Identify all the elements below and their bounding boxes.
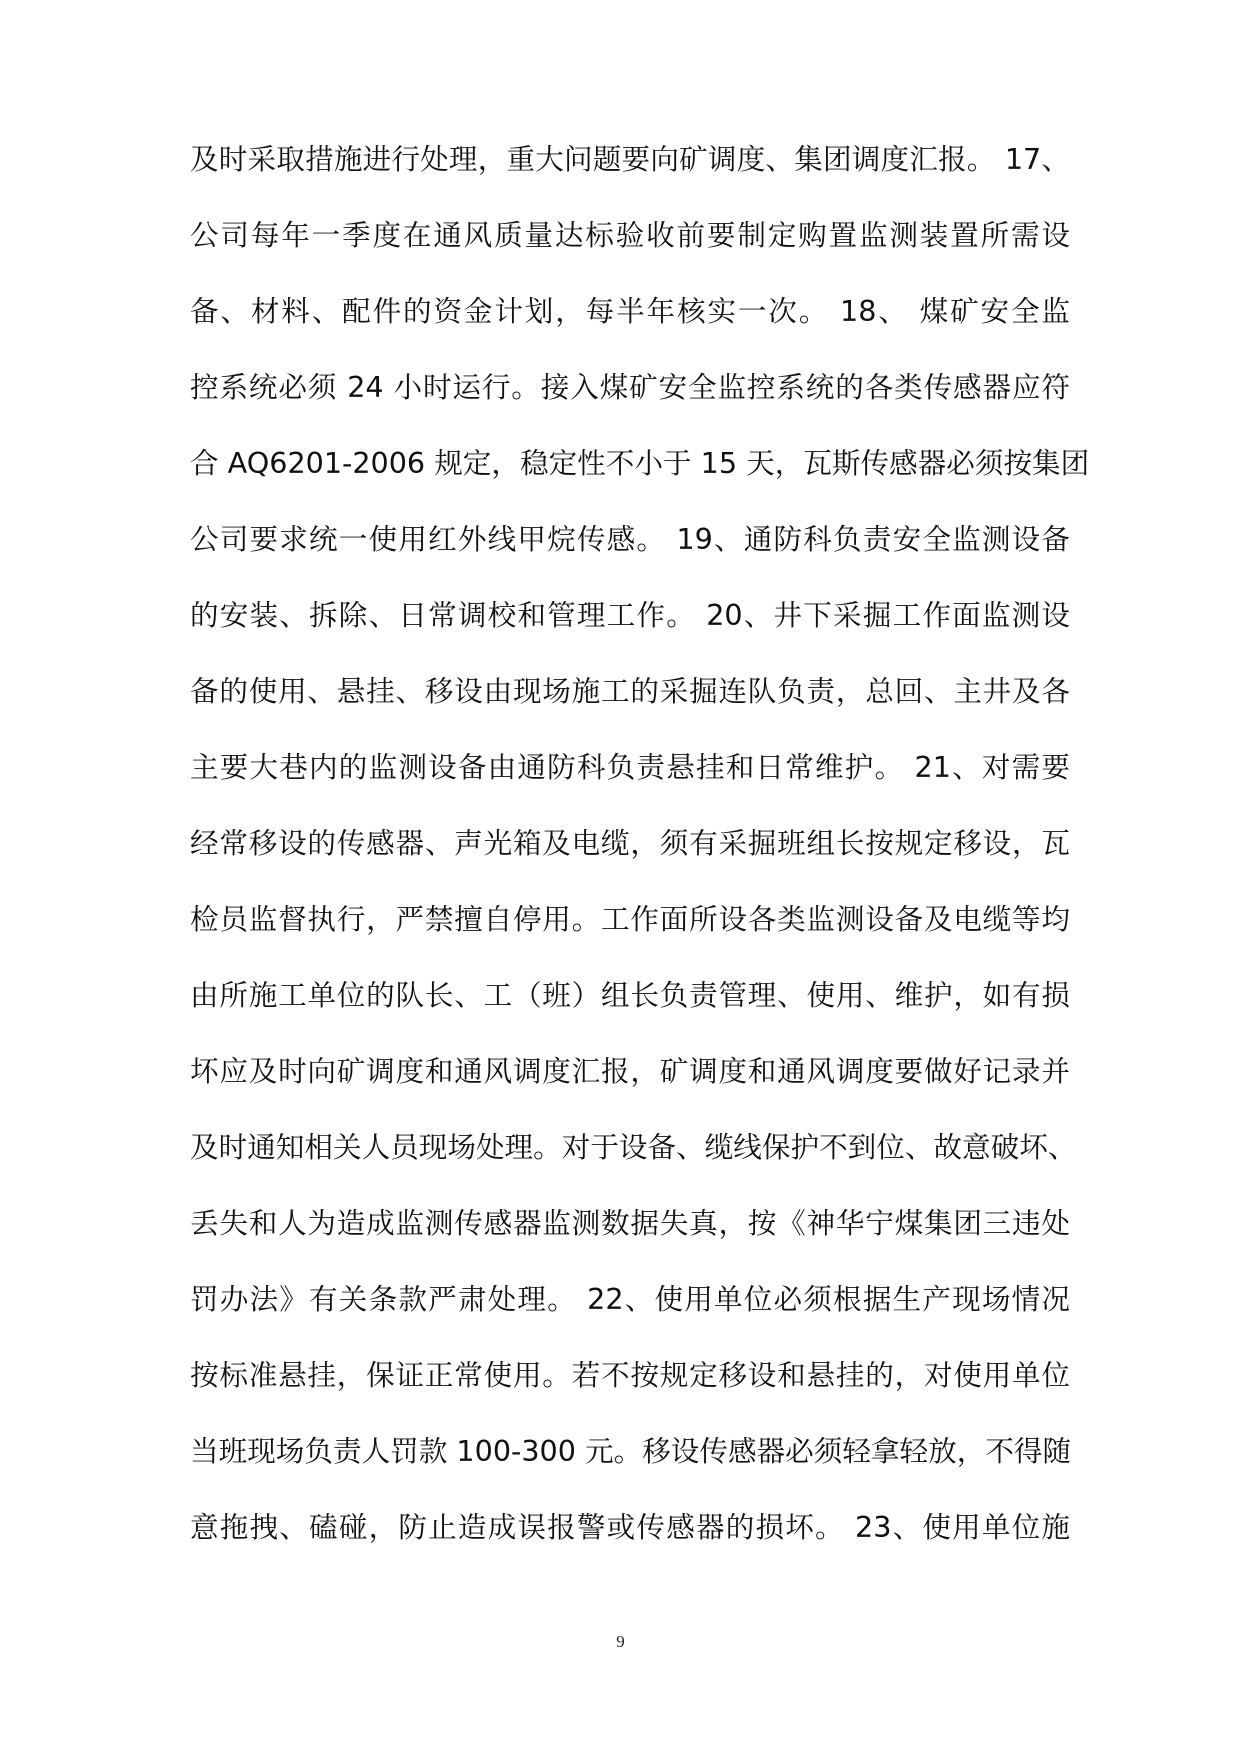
text-line: 合 AQ6201-2006 规定，稳定性不小于 15 天，瓦斯传感器必须按集团 — [190, 446, 1090, 480]
text-line: 备的使用、悬挂、移设由现场施工的采掘连队负责，总回、主井及各 — [190, 674, 1070, 708]
text-line: 罚办法》有关条款严肃处理。 22、使用单位必须根据生产现场情况 — [190, 1282, 1070, 1316]
text-line: 备、材料、配件的资金计划，每半年核实一次。 18、 煤矿安全监 — [190, 294, 1070, 328]
text-line: 的安装、拆除、日常调校和管理工作。 20、井下采掘工作面监测设 — [190, 598, 1070, 632]
text-line: 意拖拽、磕碰，防止造成误报警或传感器的损坏。 23、使用单位施 — [190, 1510, 1070, 1544]
text-line: 及时采取措施进行处理，重大问题要向矿调度、集团调度汇报。 17、 — [190, 142, 1070, 176]
text-line: 经常移设的传感器、声光箱及电缆，须有采掘班组长按规定移设，瓦 — [190, 826, 1070, 860]
body-text — [190, 142, 1090, 1587]
text-line: 丢失和人为造成监测传感器监测数据失真，按《神华宁煤集团三违处 — [190, 1206, 1070, 1240]
text-line: 公司要求统一使用红外线甲烷传感。 19、通防科负责安全监测设备 — [190, 522, 1070, 556]
page-number: 9 — [616, 1632, 625, 1651]
text-line: 主要大巷内的监测设备由通防科负责悬挂和日常维护。 21、对需要 — [190, 750, 1070, 784]
text-line: 控系统必须 24 小时运行。接入煤矿安全监控系统的各类传感器应符 — [190, 370, 1070, 404]
text-line: 当班现场负责人罚款 100-300 元。移设传感器必须轻拿轻放，不得随 — [190, 1434, 1072, 1468]
text-line: 按标准悬挂，保证正常使用。若不按规定移设和悬挂的，对使用单位 — [190, 1358, 1070, 1392]
text-line: 由所施工单位的队长、工（班）组长负责管理、使用、维护，如有损 — [190, 978, 1070, 1012]
text-line: 及时通知相关人员现场处理。对于设备、缆线保护不到位、故意破坏、 — [190, 1130, 1077, 1164]
text-line: 公司每年一季度在通风质量达标验收前要制定购置监测装置所需设 — [190, 218, 1070, 252]
text-line: 检员监督执行，严禁擅自停用。工作面所设各类监测设备及电缆等均 — [190, 902, 1070, 936]
text-line: 坏应及时向矿调度和通风调度汇报，矿调度和通风调度要做好记录并 — [190, 1054, 1070, 1088]
